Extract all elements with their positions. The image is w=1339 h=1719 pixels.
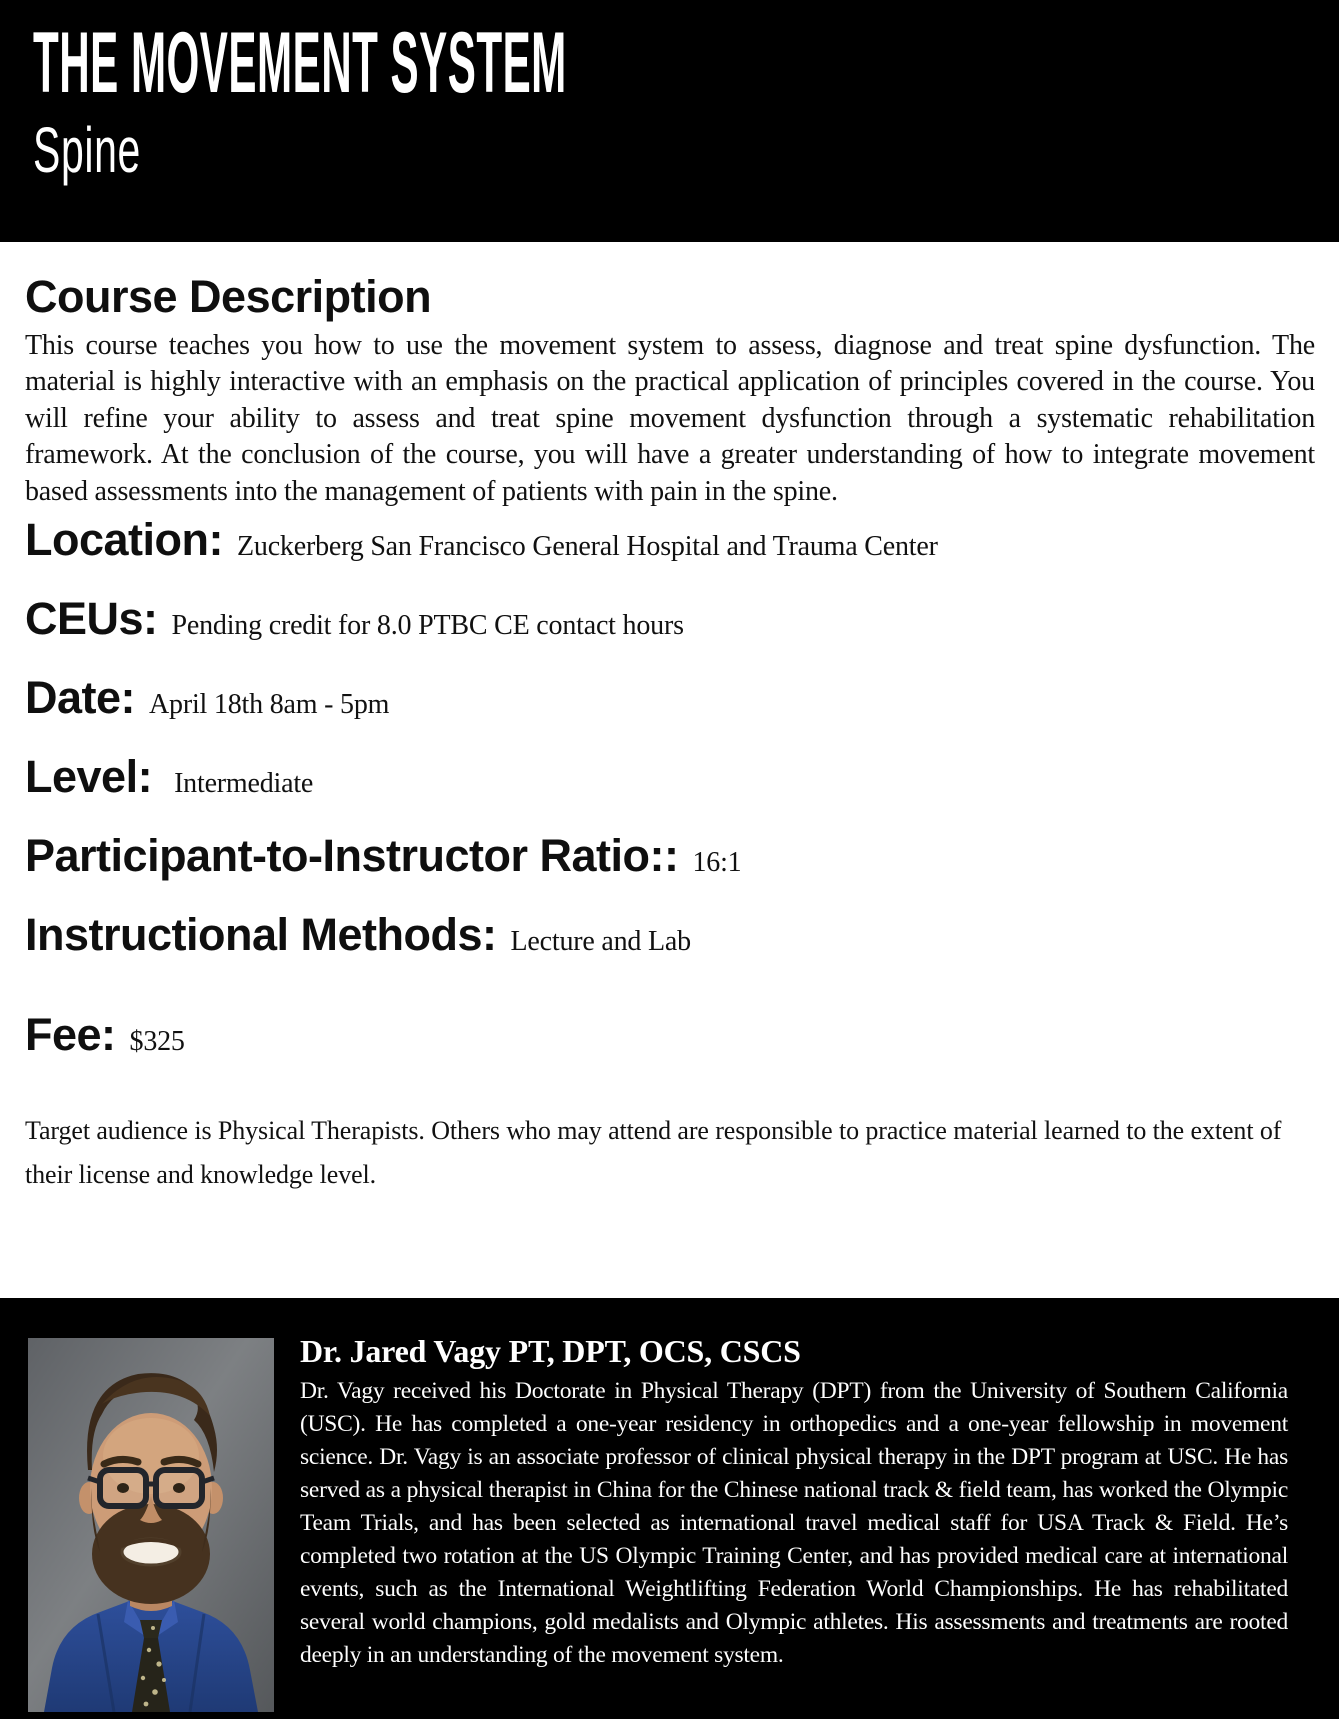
ratio-label: Participant-to-Instructor Ratio:: <box>25 830 679 881</box>
methods-value: Lecture and Lab <box>510 926 691 957</box>
instructor-photo <box>28 1338 274 1712</box>
detail-row-ceus <box>25 593 1315 645</box>
instructor-bio-column <box>300 1332 1288 1672</box>
header-banner <box>0 0 1339 242</box>
detail-row-level <box>25 751 1315 803</box>
date-label: Date: <box>25 672 136 723</box>
instructor-name: Dr. Jared Vagy PT, DPT, OCS, CSCS <box>300 1333 801 1369</box>
methods-label: Instructional Methods: <box>25 909 497 960</box>
audience-note: Target audience is Physical Therapists. Others who may attend are responsible to practice material learned to the extent of their license and knowledge level. <box>25 1116 1282 1189</box>
fee-value: $325 <box>129 1026 185 1057</box>
detail-row-ratio <box>25 830 1315 882</box>
course-description-text: This course teaches you how to use the movement system to assess, diagnose and treat spine dysfunction. The material is highly interactive with an emphasis on the practical application of principles covered in the course. You will refine your ability to assess and treat spine movement dysfunction through a systematic rehabilitation framework. At the conclusion of the course, you will have a greater understanding of how to integrate movement based assessments into the management of patients with pain in the spine. <box>25 329 1315 507</box>
ceus-value: Pending credit for 8.0 PTBC CE contact hours <box>171 610 684 641</box>
date-value: April 18th 8am - 5pm <box>149 689 390 720</box>
detail-row-methods <box>25 909 1315 961</box>
level-value: Intermediate <box>174 768 314 799</box>
brand-title: THE MOVEMENT SYSTEM <box>33 15 567 111</box>
location-value: Zuckerberg San Francisco General Hospital and Trauma Center <box>236 531 938 562</box>
level-label: Level: <box>25 751 153 802</box>
detail-row-location <box>25 514 1315 566</box>
course-description-heading: Course Description <box>25 271 432 322</box>
ceus-label: CEUs: <box>25 593 158 644</box>
detail-row-date <box>25 672 1315 724</box>
instructor-bio-text: Dr. Vagy received his Doctorate in Physical Therapy (DPT) from the University of Southern California (USC). He has completed a one-year residency in orthopedics and a one-year fellowship in movement science. Dr. Vagy is an associate professor of clinical physical therapy in the DPT program at USC. He has served as a physical therapist in China for the Chinese national track & field team, has worked the Olympic Team Trials, and has been selected as international travel medical staff for USA Track & Field. He’s completed two rotation at the US Olympic Training Center, and has provided medical care at international events, such as the International Weightlifting Federation World Championships. He has rehabilitated several world champions, gold medalists and Olympic athletes. His assessments and treatments are rooted deeply in an understanding of the movement system. <box>300 1378 1288 1668</box>
course-subtitle: Spine <box>33 114 141 186</box>
course-info-section <box>0 242 1339 1298</box>
detail-row-fee <box>25 1009 1315 1061</box>
instructor-headshot-illustration <box>28 1338 274 1712</box>
location-label: Location: <box>25 514 223 565</box>
ratio-value: 16:1 <box>692 847 742 878</box>
fee-label: Fee: <box>25 1009 116 1060</box>
instructor-bio-section <box>0 1298 1339 1719</box>
